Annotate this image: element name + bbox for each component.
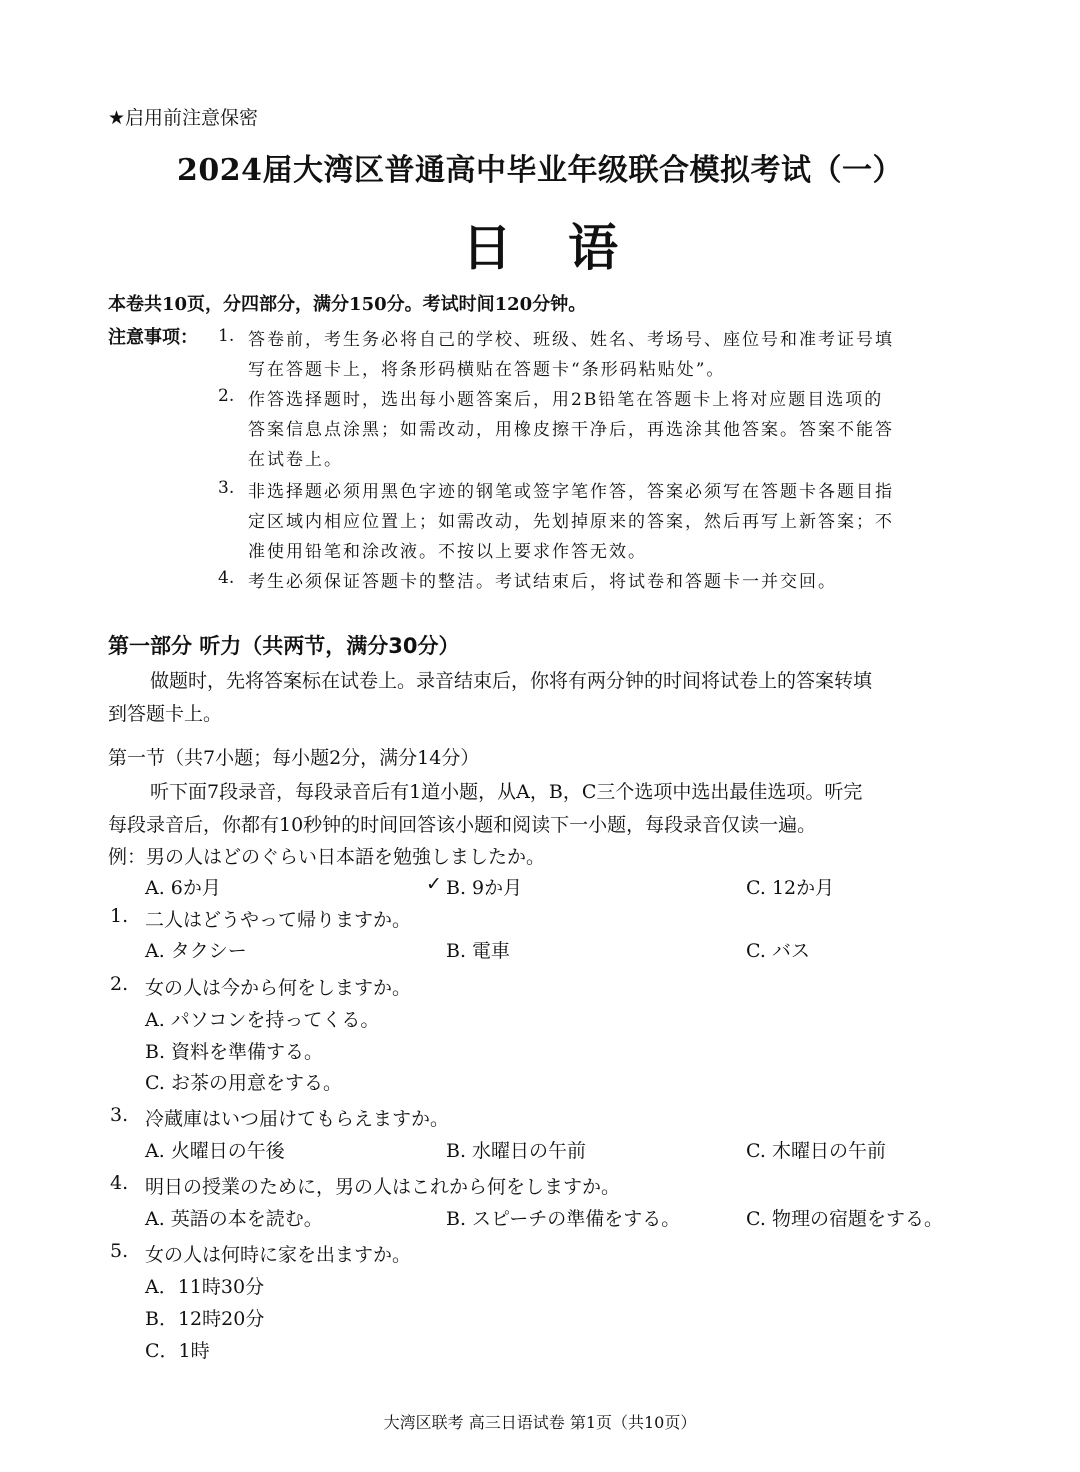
example-option: C. 12か月 [746,877,835,899]
section1-instruction: 听下面7段录音，每段录音后有1道小题，从A，B，C三个选项中选出最佳选项。听完 [150,781,863,803]
question-text: 冷蔵庫はいつ届けてもらえますか。 [145,1108,450,1130]
question-option: C. 木曜日の午前 [746,1140,886,1162]
part1-instruction: 做题时，先将答案标在试卷上。录音结束后，你将有两分钟的时间将试卷上的答案转填 [150,670,873,692]
question-text: 二人はどうやって帰りますか。 [145,909,412,931]
question-number: 5. [110,1240,129,1262]
note-line: 考生必须保证答题卡的整洁。考试结束后，将试卷和答题卡一并交回。 [248,572,837,592]
notes-label: 注意事项： [108,327,198,348]
question-option: B. 資料を準備する。 [145,1041,324,1063]
section1-instruction: 每段录音后，你都有10秒钟的时间回答该小题和阅读下一小题，每段录音仅读一遍。 [108,814,817,836]
note-number: 2. [218,386,235,406]
check-mark-icon: ✓ [426,873,442,895]
question-number: 1. [110,905,129,927]
question-option: B. 電車 [446,940,511,962]
question-option: C. バス [746,940,810,962]
part1-instruction: 到答题卡上。 [108,703,223,725]
question-option: C. 物理の宿題をする。 [746,1208,943,1230]
note-number: 1. [218,326,235,346]
question-option: B．12時20分 [145,1308,265,1330]
exam-meta: 本卷共10页，分四部分，满分150分。考试时间120分钟。 [108,294,587,315]
question-option: A．11時30分 [145,1276,265,1298]
note-line: 准使用铅笔和涂改液。不按以上要求作答无效。 [248,542,647,562]
confidential-notice: ★启用前注意保密 [108,107,259,129]
exam-title: 2024届大湾区普通高中毕业年级联合模拟考试（一） [177,153,903,188]
subject-title: 日语 [462,218,674,277]
question-option: A. タクシー [145,940,247,962]
question-option: C．1時 [145,1340,210,1362]
note-line: 答卷前，考生务必将自己的学校、班级、姓名、考场号、座位号和准考证号填 [248,330,894,350]
note-number: 4. [218,568,235,588]
question-number: 4. [110,1172,129,1194]
part1-title: 第一部分 听力（共两节，满分30分） [108,634,460,658]
note-line: 答案信息点涂黑；如需改动，用橡皮擦干净后，再选涂其他答案。答案不能答 [248,420,894,440]
question-option: C. お茶の用意をする。 [145,1072,342,1094]
note-line: 非选择题必须用黑色字迹的钢笔或签字笔作答，答案必须写在答题卡各题目指 [248,482,894,502]
question-option: B. 水曜日の午前 [446,1140,587,1162]
page-footer: 大湾区联考 高三日语试卷 第1页（共10页） [383,1413,697,1432]
question-option: A. パソコンを持ってくる。 [145,1009,380,1031]
note-number: 3. [218,478,235,498]
question-text: 女の人は今から何をしますか。 [145,977,412,999]
question-option: A. 英語の本を読む。 [145,1208,323,1230]
question-option: B. スピーチの準備をする。 [446,1208,681,1230]
question-text: 明日の授業のために，男の人はこれから何をしますか。 [145,1176,621,1198]
example-option: B. 9か月 [446,877,523,899]
question-option: A. 火曜日の午後 [145,1140,285,1162]
question-text: 女の人は何時に家を出ますか。 [145,1244,412,1266]
example-question: 例：男の人はどのぐらい日本語を勉強しましたか。 [108,846,546,868]
example-option: A. 6か月 [145,877,221,899]
question-number: 3. [110,1104,129,1126]
note-line: 定区域内相应位置上；如需改动，先划掉原来的答案，然后再写上新答案；不 [248,512,894,532]
note-line: 在试卷上。 [248,450,343,470]
section1-title: 第一节（共7小题；每小题2分，满分14分） [108,747,480,769]
note-line: 写在答题卡上，将条形码横贴在答题卡“条形码粘贴处”。 [248,360,726,380]
note-line: 作答选择题时，选出每小题答案后，用2B铅笔在答题卡上将对应题目选项的 [248,390,884,410]
question-number: 2. [110,973,129,995]
